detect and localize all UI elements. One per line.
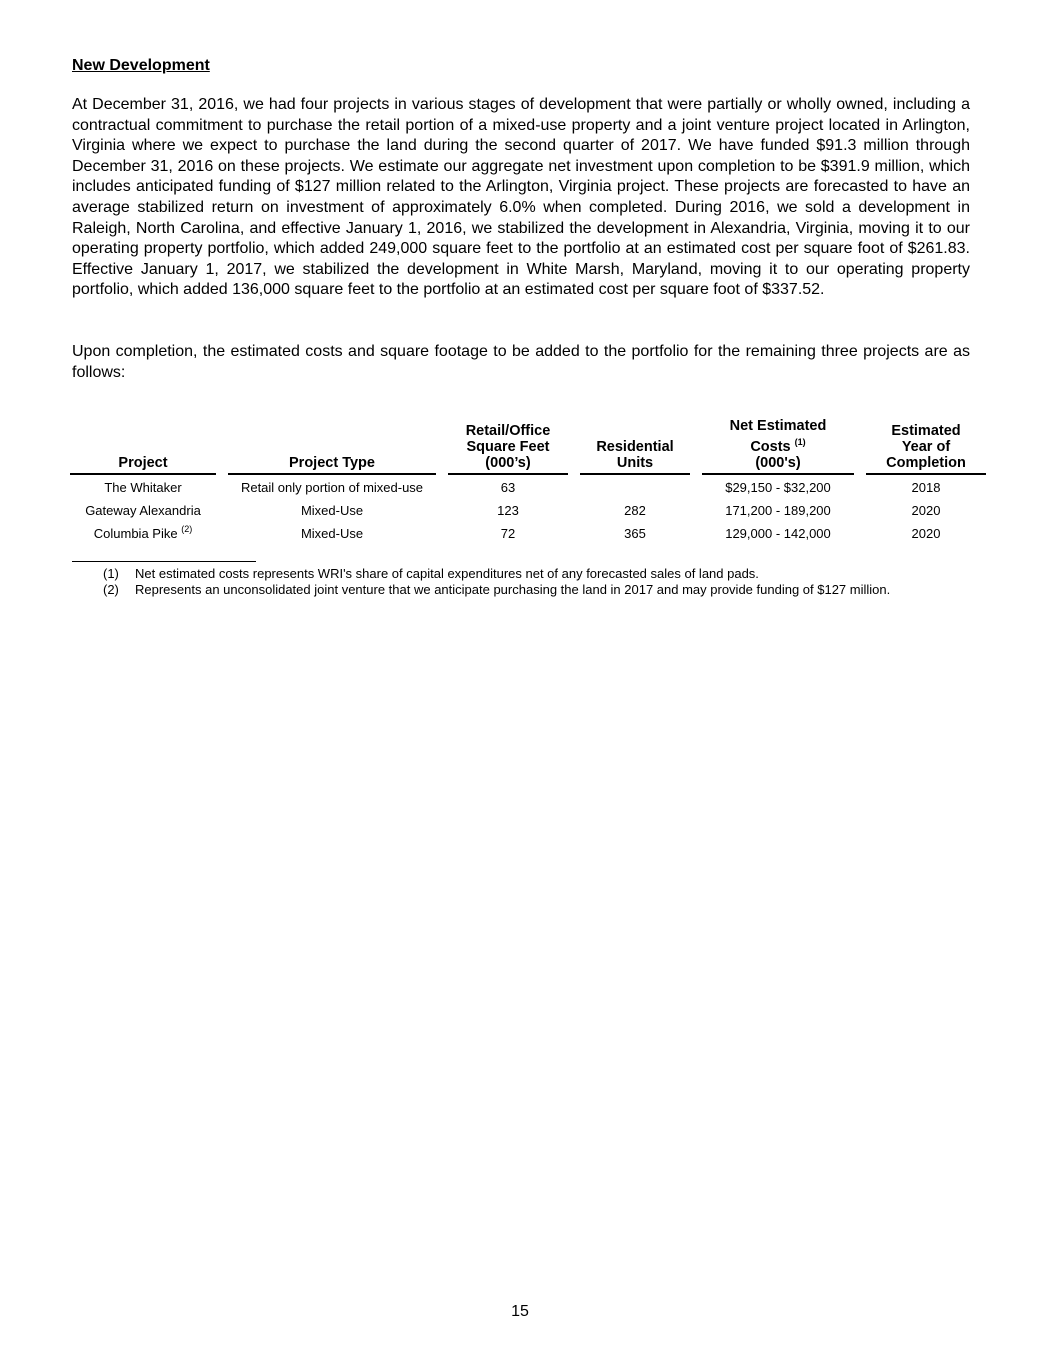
development-table (58, 418, 998, 541)
cell-square-feet: 123 (497, 503, 519, 518)
cell-net-estimated-costs: 129,000 - 142,000 (725, 526, 831, 541)
section-heading: New Development (72, 57, 210, 74)
table-row (70, 495, 986, 518)
table-row (70, 518, 986, 541)
header-project: Project (70, 418, 216, 475)
table-header-row (70, 418, 986, 475)
header-net-estimated-costs: Net Estimated Costs $^{(1)}$ (000's) (702, 418, 854, 475)
cell-year-of-completion: 2020 (911, 526, 941, 541)
cell-project-type: Mixed-Use (300, 503, 364, 518)
paragraph-development-summary: At December 31, 2016, we had four projects in various stages of development that were partially or wholly owned, including a contractual commitment to purchase the retail portion of a mixed-use property and a joint venture project located in Arlington, Virginia where we expect to purchase the land during the second quarter of 2017. We have funded $91.3 million through December 31, 2016 on these projects. We estimate our aggregate net investment upon completion to be $391.9 million, which includes anticipated funding of $127 million related to the Arlington, Virginia project. These projects are forecasted to have an average stabilized return on investment of approximately 6.0% when completed. During 2016, we sold a development in Raleigh, North Carolina, and effective January 1, 2016, we stabilized the development in Alexandria, Virginia, moving it to our operating property portfolio, which added 249,000 square feet to the portfolio at an estimated cost per square foot of $261.83. Effective January 1, 2017, we stabilized the development in White Marsh, Maryland, moving it to our operating property portfolio, which added 136,000 square feet to the portfolio at an estimated cost per square foot of $337.52. (72, 96, 970, 299)
cell-year-of-completion: 2018 (911, 480, 941, 495)
footnote-1 (103, 566, 759, 582)
header-residential-units: Residential Units (580, 418, 690, 475)
table-row (70, 475, 986, 495)
footnote-text: Represents an unconsolidated joint venture that we anticipate purchasing the land in 2017 and may provide funding of $127 million. (135, 582, 891, 597)
cell-year-of-completion: 2020 (911, 503, 941, 518)
footnote-2 (103, 582, 890, 598)
cell-project-type: Mixed-Use (300, 526, 364, 541)
cell-net-estimated-costs: $29,150 - $32,200 (725, 480, 831, 495)
cell-residential-units: 282 (624, 503, 646, 518)
cell-project: Columbia Pike $^{(2)}$ (93, 524, 193, 541)
cell-project: Gateway Alexandria (85, 503, 201, 518)
page-number: 15 (511, 1303, 529, 1320)
footnote-number: (1) (103, 566, 119, 581)
cell-residential-units: 365 (624, 526, 646, 541)
paragraph-table-intro: Upon completion, the estimated costs and square footage to be added to the portfolio for the remaining three projects are as follows: (72, 343, 970, 381)
footnote-divider (72, 561, 256, 562)
header-square-feet: Retail/Office Square Feet (000’s) (448, 418, 568, 475)
cell-square-feet: 63 (500, 480, 516, 495)
cell-square-feet: 72 (500, 526, 516, 541)
footnote-text: Net estimated costs represents WRI's share of capital expenditures net of any forecasted sales of land pads. (135, 566, 759, 581)
header-year-of-completion: Estimated Year of Completion (866, 418, 986, 475)
header-project-type: Project Type (228, 418, 436, 475)
cell-net-estimated-costs: 171,200 - 189,200 (725, 503, 831, 518)
cell-residential-units (580, 475, 690, 495)
cell-project-type: Retail only portion of mixed-use (240, 480, 424, 495)
footnote-ref-2: (2) (181, 524, 193, 534)
cell-project: The Whitaker (104, 480, 182, 495)
footnote-number: (2) (103, 582, 119, 597)
footnote-ref-1: (1) (794, 437, 806, 447)
